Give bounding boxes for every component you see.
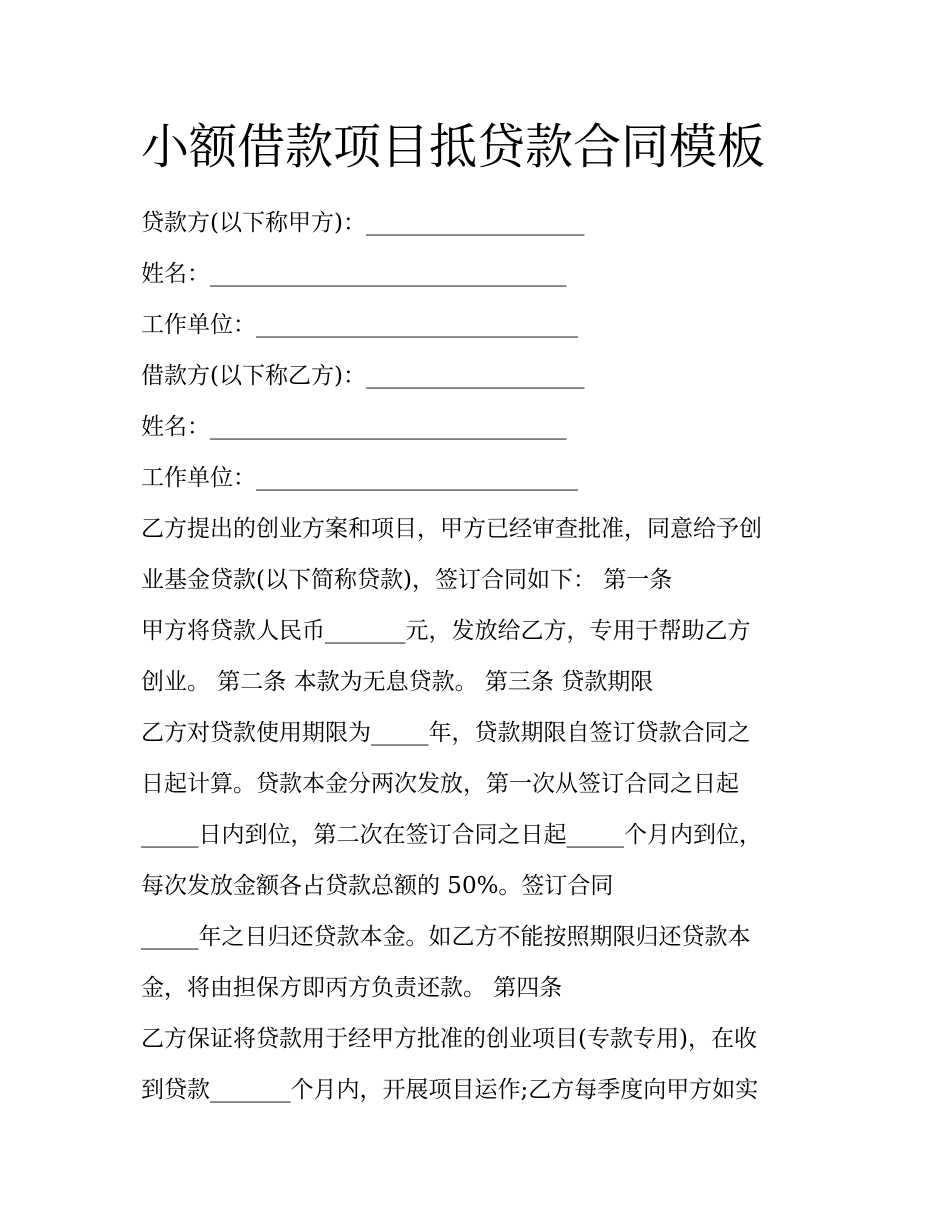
text-line: 日起计算。贷款本金分两次发放，第一次从签订合同之日起 <box>141 771 739 797</box>
text-line: 到贷款_______个月内，开展项目运作;乙方每季度向甲方如实 <box>141 1077 759 1103</box>
document-body <box>141 198 831 1116</box>
text-line: 金，将由担保方即丙方负责还款。 第四条 <box>141 975 563 1001</box>
text-line: _____日内到位，第二次在签订合同之日起_____个月内到位， <box>141 822 762 848</box>
text-line: 姓名：_______________________________ <box>141 414 567 440</box>
text-line: 业基金贷款(以下简称贷款)，签订合同如下： 第一条 <box>141 567 673 593</box>
text-line: 乙方提出的创业方案和项目，甲方已经审查批准，同意给予创 <box>141 516 762 542</box>
text-line: 甲方将贷款人民币_______元，发放给乙方，专用于帮助乙方 <box>141 618 751 644</box>
text-line: 乙方保证将贷款用于经甲方批准的创业项目(专款专用)，在收 <box>141 1026 757 1052</box>
text-line: 姓名：_______________________________ <box>141 261 567 287</box>
text-line: 工作单位：____________________________ <box>141 465 578 491</box>
text-line: 贷款方(以下称甲方)：___________________ <box>141 210 585 236</box>
text-line: _____年之日归还贷款本金。如乙方不能按照期限归还贷款本 <box>141 924 751 950</box>
text-line: 借款方(以下称乙方)：___________________ <box>141 363 585 389</box>
text-line: 乙方对贷款使用期限为_____年，贷款期限自签订贷款合同之 <box>141 720 751 746</box>
text-line: 工作单位：____________________________ <box>141 312 578 338</box>
text-line: 每次发放金额各占贷款总额的 50%。签订合同 <box>141 873 614 899</box>
text-line: 创业。 第二条 本款为无息贷款。 第三条 贷款期限 <box>141 669 654 695</box>
document-title: 小额借款项目抵贷款合同模板 <box>141 119 766 175</box>
